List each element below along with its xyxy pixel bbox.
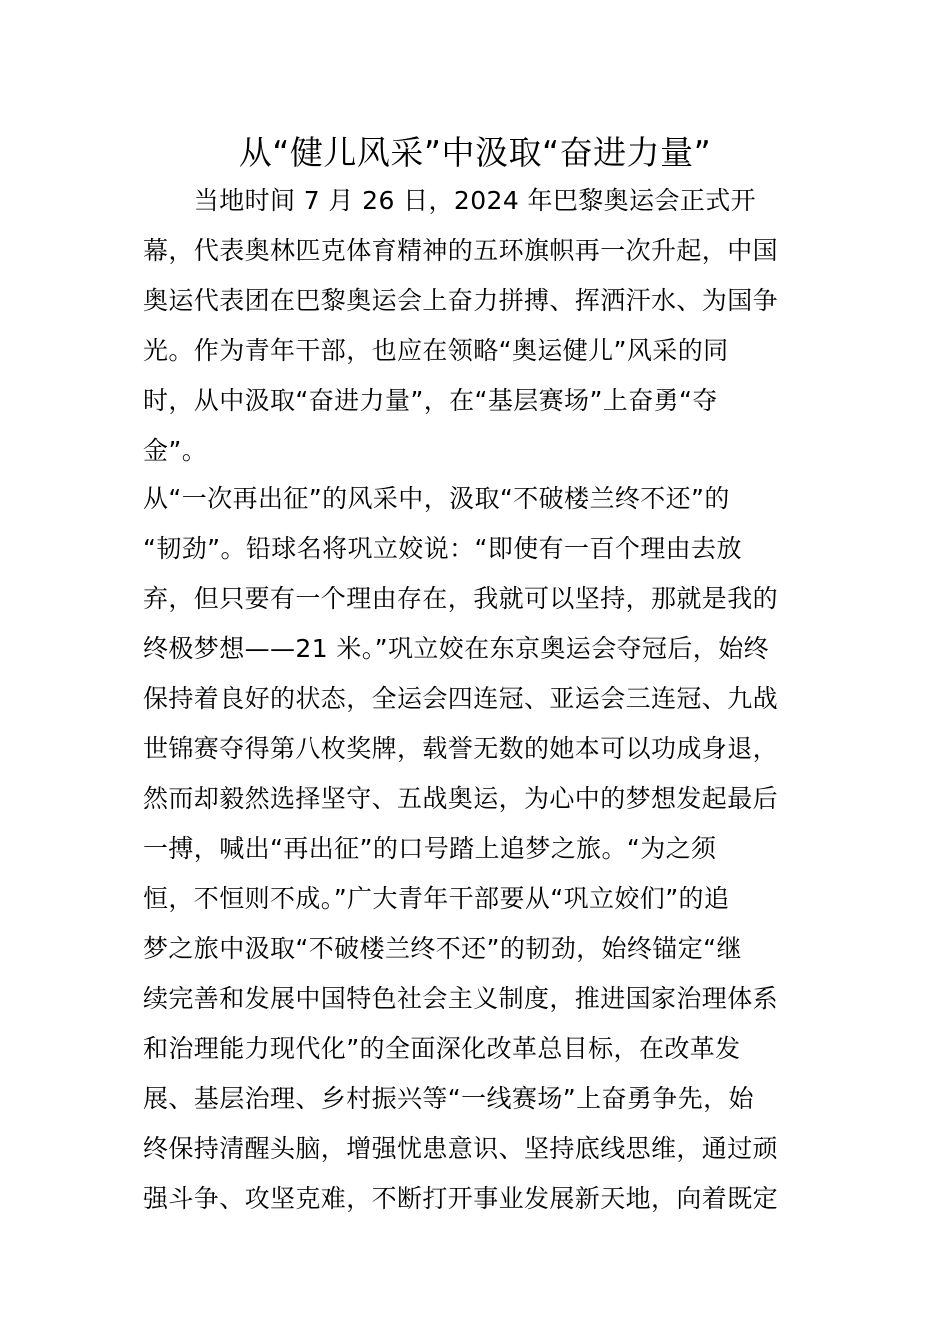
text-line: 奥运代表团在巴黎奥运会上奋力拼搏、挥洒汗水、为国争 — [143, 286, 779, 315]
text-line: 终极梦想——21 米。”巩立姣在东京奥运会夺冠后，始终 — [143, 634, 770, 663]
paragraph-2 — [143, 474, 813, 1224]
text-line: 强斗争、攻坚克难，不断打开事业发展新天地，向着既定 — [143, 1184, 779, 1213]
text-line: “韧劲”。铅球名将巩立姣说：“即使有一百个理由去放 — [143, 534, 742, 563]
text-line: 终保持清醒头脑，增强忧患意识、坚持底线思维，通过顽 — [143, 1134, 779, 1163]
text-line: 展、基层治理、乡村振兴等“一线赛场”上奋勇争先，始 — [143, 1084, 754, 1113]
text-line: 从“一次再出征”的风采中，汲取“不破楼兰终不还”的 — [143, 484, 730, 513]
text-line: 光。作为青年干部，也应在领略“奥运健儿”风采的同 — [143, 336, 729, 365]
text-line: 幕，代表奥林匹克体育精神的五环旗帜再一次升起，中国 — [143, 236, 779, 265]
text-line: 时，从中汲取“奋进力量”，在“基层赛场”上奋勇“夺 — [143, 386, 718, 415]
text-line: 保持着良好的状态，全运会四连冠、亚运会三连冠、九战 — [143, 684, 779, 713]
text-line: 恒，不恒则不成。”广大青年干部要从“巩立姣们”的追 — [143, 884, 730, 913]
text-line: 一搏，喊出“再出征”的口号踏上追梦之旅。“为之须 — [143, 834, 717, 863]
document-title: 从“健儿风采”中汲取“奋进力量” — [238, 133, 712, 172]
text-line: 然而却毅然选择坚守、五战奥运，为心中的梦想发起最后 — [143, 784, 779, 813]
text-line: 弃，但只要有一个理由存在，我就可以坚持，那就是我的 — [143, 584, 779, 613]
text-line: 梦之旅中汲取“不破楼兰终不还”的韧劲，始终锚定“继 — [143, 934, 742, 963]
paragraph-1 — [143, 176, 813, 476]
text-line: 续完善和发展中国特色社会主义制度，推进国家治理体系 — [143, 984, 779, 1013]
text-line: 世锦赛夺得第八枚奖牌，载誉无数的她本可以功成身退， — [143, 734, 779, 763]
text-line: 金”。 — [143, 436, 208, 465]
text-line: 当地时间 7 月 26 日，2024 年巴黎奥运会正式开 — [143, 186, 757, 215]
text-line: 和治理能力现代化”的全面深化改革总目标，在改革发 — [143, 1034, 741, 1063]
